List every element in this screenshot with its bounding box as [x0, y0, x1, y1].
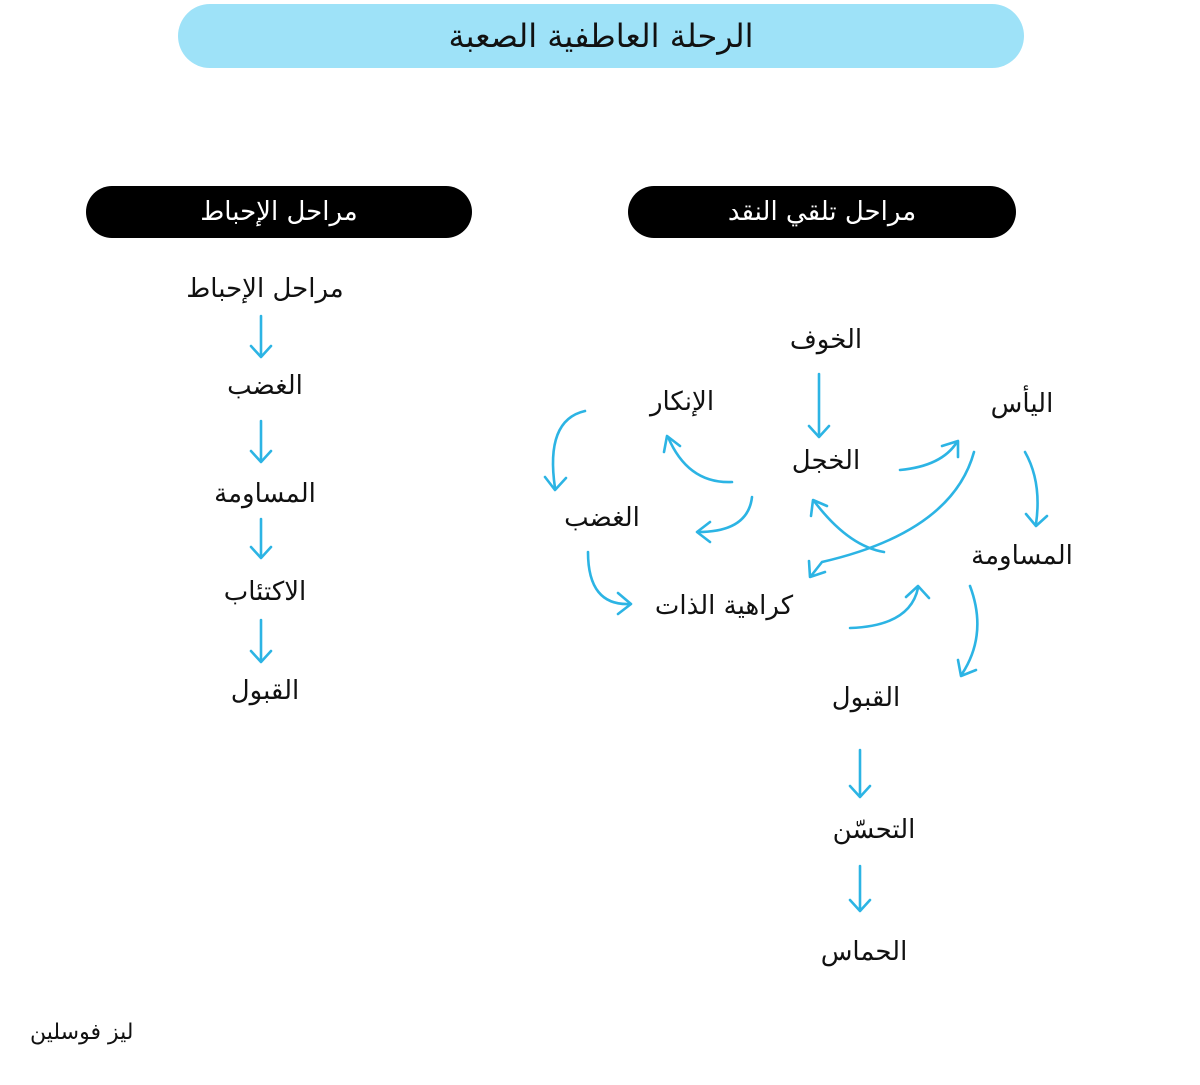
arrow-anger-to-self-hatred: [588, 552, 631, 614]
right-stage-denial: الإنكار: [649, 387, 715, 417]
arrow-denial-to-anger: [545, 411, 585, 490]
arrow-self-hatred-to-shame: [811, 500, 884, 552]
left-stage-acceptance: القبول: [230, 676, 300, 706]
left-arrow-3: [251, 519, 271, 558]
left-stage-1: مراحل الإحباط: [186, 274, 344, 304]
arrow-bargaining-to-acceptance: [958, 586, 977, 676]
left-arrow-4: [251, 620, 271, 662]
arrow-shame-to-denial: [664, 436, 732, 482]
left-arrow-2: [251, 421, 271, 462]
arrow-self-hatred-to-bargaining: [850, 586, 929, 628]
right-stage-acceptance: القبول: [831, 683, 901, 713]
left-column-header: مراحل الإحباط: [86, 186, 472, 238]
left-stage-anger: الغضب: [227, 371, 303, 401]
right-stage-enthusiasm: الحماس: [820, 937, 908, 967]
right-stage-anger: الغضب: [564, 503, 640, 533]
left-arrow-1: [251, 316, 271, 357]
arrow-acceptance-to-improvement: [850, 750, 870, 797]
arrow-despair-to-bargaining: [1025, 452, 1047, 526]
right-stage-despair: اليأس: [990, 389, 1054, 419]
right-stage-shame: الخجل: [791, 446, 861, 476]
arrow-shame-to-despair: [900, 441, 958, 470]
right-stage-fear: الخوف: [789, 325, 863, 355]
right-stage-bargaining: المساومة: [971, 541, 1073, 571]
author-credit: ليز فوسلين: [30, 1020, 134, 1045]
right-stage-improvement: التحسّن: [832, 815, 916, 845]
diagram-title: الرحلة العاطفية الصعبة: [178, 4, 1024, 68]
right-column-header: مراحل تلقي النقد: [628, 186, 1016, 238]
right-stage-self-hatred: كراهية الذات: [654, 591, 794, 621]
arrow-improvement-to-enthusiasm: [850, 866, 870, 911]
left-stage-bargaining: المساومة: [214, 479, 316, 509]
arrow-fear-to-shame: [809, 374, 829, 437]
left-stage-depression: الاكتئاب: [223, 577, 307, 607]
arrow-despair-to-self-hatred: [809, 452, 974, 577]
arrow-shame-to-anger: [697, 497, 752, 542]
